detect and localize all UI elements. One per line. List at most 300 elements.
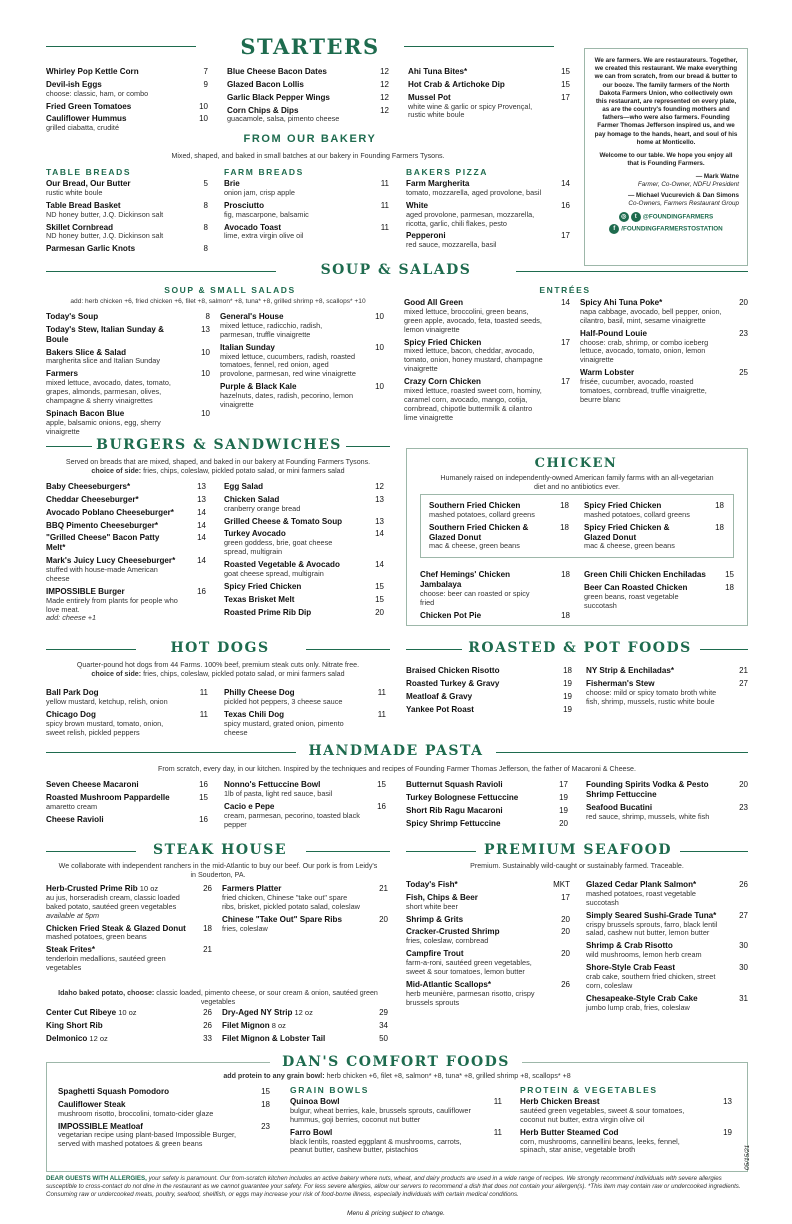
chicken-box-left <box>429 501 569 554</box>
item-name: Today's Fish* <box>406 880 458 889</box>
pasta-col3 <box>406 780 568 831</box>
comfort-col1 <box>58 1087 270 1152</box>
menu-item <box>404 298 570 335</box>
item-name: Cracker-Crusted Shrimp <box>406 927 500 937</box>
item-name: Grilled Cheese & Tomato Soup <box>224 516 343 526</box>
item-description: mashed potatoes, roast vegetable succotash <box>586 888 696 907</box>
item-price: 8 <box>203 200 208 210</box>
item-description: mixed lettuce, cucumbers, radish, roasted tomatoes, fennel, red onion, aged provolone, parmesan, red wine vinaigrette <box>220 351 356 379</box>
item-price: 12 <box>375 482 384 491</box>
seafood-col2 <box>586 880 748 1015</box>
item-price: 18 <box>203 923 212 933</box>
menu-item <box>46 884 212 921</box>
item-price: 19 <box>563 691 572 701</box>
item-description: mixed lettuce, broccolini, green beans, green apple, avocado, feta, toasted seeds, lemon vinaigrette <box>404 306 542 334</box>
item-price: 15 <box>725 570 734 579</box>
item-price: 10 <box>375 342 384 352</box>
item-name: Turkey Avocado <box>224 529 286 539</box>
item-name: Texas Chili Dog <box>224 709 285 719</box>
menu-item <box>224 482 384 492</box>
item-price: 31 <box>739 993 748 1003</box>
item-name: BBQ Pimento Cheeseburger* <box>46 520 158 530</box>
item-description: sautéed green vegetables, sweet & sour tomatoes, coconut nut butter, extra virgin olive oil <box>520 1105 685 1124</box>
item-name: Pepperoni <box>406 231 446 241</box>
menu-item <box>584 583 734 611</box>
mission-welcome: Welcome to our table. We hope you enjoy all that is Founding Farmers. <box>599 151 733 168</box>
item-price: 10 <box>201 347 210 357</box>
item-price: 11 <box>377 688 386 697</box>
item-description: onion jam, crisp apple <box>224 187 295 197</box>
item-price: 19 <box>559 792 568 802</box>
item-price: 13 <box>375 516 384 526</box>
menu-item <box>406 179 570 198</box>
item-description: wild mushrooms, lemon herb cream <box>586 950 702 960</box>
item-price: 21 <box>739 666 748 675</box>
item-name: Chicago Dog <box>46 709 96 719</box>
item-price: 16 <box>197 586 206 596</box>
item-name: Italian Sunday <box>220 342 275 352</box>
menu-item <box>220 343 384 380</box>
soup-add-note: add: herb chicken +6, fried chicken +6, filet +8, salmon* +8, tuna* +8, grilled shrimp +8, scallops* +10 <box>70 298 366 305</box>
menu-item <box>46 587 206 624</box>
pasta-col2 <box>224 780 386 832</box>
protein-veg-heading: PROTEIN & VEGETABLES <box>520 1085 658 1095</box>
item-name: Short Rib Ragu Macaroni <box>406 805 503 815</box>
item-name: Cacio e Pepe <box>224 801 275 811</box>
item-name: Today's Soup <box>46 312 99 321</box>
bakery-col2 <box>224 179 389 244</box>
item-description: mixed lettuce, avocado, dates, tomato, grapes, almonds, parmesan, olives, champagne & sherry vinaigrettes <box>46 378 171 405</box>
item-name: Hot Crab & Artichoke Dip <box>408 79 505 89</box>
item-name: Ball Park Dog <box>46 688 99 697</box>
item-name: Seafood Bucatini <box>586 802 653 812</box>
item-price: 13 <box>197 482 206 491</box>
menu-item <box>224 223 389 242</box>
menu-item <box>46 1021 212 1031</box>
menu-item <box>290 1128 502 1156</box>
item-name: Chicken Fried Steak & Glazed Donut <box>46 923 186 933</box>
menu-item <box>586 941 748 960</box>
item-description: crab cake, southern fried chicken, street corn, coleslaw <box>586 971 716 990</box>
menu-item <box>406 915 570 925</box>
menu-item <box>46 482 206 492</box>
item-extra: add: cheese +1 <box>46 613 97 623</box>
item-price: 19 <box>563 704 572 714</box>
item-name: Chicken Salad <box>224 494 280 504</box>
menu-item <box>224 179 389 198</box>
item-name: Roasted Mushroom Pappardelle <box>46 792 170 802</box>
menu-item <box>46 348 210 367</box>
item-price: 30 <box>739 963 748 973</box>
item-price: 14 <box>375 560 384 570</box>
item-name: Dry-Aged NY Strip <box>222 1008 293 1017</box>
item-price: 18 <box>561 570 570 579</box>
item-name: Brie <box>224 179 240 188</box>
item-description: frisée, cucumber, avocado, roasted tomatoes, cornbread, truffle vinaigrette, beurre blanc <box>580 377 707 404</box>
item-name: Fisherman's Stew <box>586 678 655 688</box>
pasta-col1 <box>46 780 208 827</box>
menu-item <box>227 106 389 125</box>
item-name: Cheddar Cheeseburger* <box>46 494 139 504</box>
item-price: 18 <box>725 582 734 592</box>
item-name: Chinese "Take Out" Spare Ribs <box>222 914 342 924</box>
item-name: Our Bread, Our Butter <box>46 179 131 188</box>
item-price: 18 <box>261 1099 270 1109</box>
menu-item <box>46 201 208 220</box>
item-name: Shore-Style Crab Feast <box>586 963 676 973</box>
item-price: 26 <box>203 1020 212 1030</box>
item-name: Ahi Tuna Bites* <box>408 67 468 76</box>
hotdogs-title: HOT DOGS <box>170 640 270 656</box>
steak-potato-label: Idaho baked potato, choose: <box>58 989 155 997</box>
item-description: choose: beer can roasted or spicy fried <box>420 588 530 607</box>
item-price: 50 <box>379 1033 388 1043</box>
item-price: 18 <box>561 610 570 620</box>
item-name: Philly Cheese Dog <box>224 688 295 697</box>
menu-item <box>408 80 570 90</box>
item-price: 17 <box>559 780 568 789</box>
item-description: fried chicken, Chinese "take out" spare ribs, brisket, pickled potato salad, coleslaw <box>222 892 360 911</box>
allergy-lead: DEAR GUESTS WITH ALLERGIES, <box>46 1175 147 1182</box>
menu-item <box>224 201 389 220</box>
item-price: 13 <box>723 1097 732 1106</box>
item-price: 13 <box>197 494 206 504</box>
menu-item <box>406 893 570 912</box>
item-name: Egg Salad <box>224 482 264 491</box>
menu-item <box>46 67 208 77</box>
roasted-col1 <box>406 666 572 717</box>
menu-item <box>58 1087 270 1097</box>
item-description: mixed lettuce, bacon, cheddar, avocado, tomato, onion, honey mustard, champagne vinaigrette <box>404 346 543 374</box>
comfort-add-label: add protein to any grain bowl: <box>223 1072 325 1080</box>
item-description: mac & cheese, green beans <box>429 541 520 551</box>
roasted-title: ROASTED & POT FOODS <box>468 640 692 656</box>
item-name: Texas Brisket Melt <box>224 594 295 604</box>
starters-col1 <box>46 67 208 136</box>
steak-col2 <box>222 884 388 936</box>
hotdogs-note: Quarter-pound hot dogs from 44 Farms. 100% beef, premium steak cuts only. Nitrate free. <box>76 661 360 669</box>
item-name: White <box>406 200 429 210</box>
item-weight: 12 oz <box>294 1008 313 1017</box>
item-price: 5 <box>203 179 208 188</box>
item-weight: 10 oz <box>118 1008 137 1017</box>
hotdogs-choice-text: fries, chips, coleslaw, pickled potato salad, or mini farmers salad <box>143 670 345 678</box>
item-name: Butternut Squash Ravioli <box>406 780 503 789</box>
item-description: mac & cheese, green beans <box>584 541 675 551</box>
entrees-heading: ENTRÉES <box>539 285 591 295</box>
item-name: Baby Cheeseburgers* <box>46 482 131 491</box>
item-price: 17 <box>561 892 570 902</box>
item-price: 26 <box>561 979 570 989</box>
item-price: 11 <box>380 222 389 232</box>
menu-item <box>220 312 384 340</box>
menu-item <box>227 93 389 103</box>
menu-item <box>406 666 572 676</box>
signature-1-title: Farmer, Co-Owner, NDFU President <box>637 181 739 189</box>
item-description: amaretto cream <box>46 801 98 811</box>
entrees-col1 <box>404 298 570 425</box>
item-price: 23 <box>261 1121 270 1131</box>
item-description: margherita slice and Italian Sunday <box>46 356 160 366</box>
item-name: Herb-Crusted Prime Rib <box>46 884 138 893</box>
item-price: 33 <box>203 1033 212 1043</box>
item-description: herb meunière, parmesan risotto, crispy brussels sprouts <box>406 988 535 1007</box>
instagram-icon[interactable]: ◎ <box>619 212 629 222</box>
menu-item <box>46 815 208 825</box>
item-name: King Short Rib <box>46 1020 103 1030</box>
item-name: Southern Fried Chicken <box>429 501 521 510</box>
facebook-icon[interactable]: f <box>609 224 619 234</box>
menu-item <box>227 67 389 77</box>
item-price: 12 <box>380 79 389 89</box>
menu-item <box>46 945 212 973</box>
entrees-col2 <box>580 298 748 408</box>
soup-col2 <box>220 312 384 413</box>
menu-item <box>220 382 384 410</box>
chicken-col1 <box>420 570 570 623</box>
item-name: Campfire Trout <box>406 949 464 959</box>
item-name: Prosciutto <box>224 200 265 210</box>
item-description: bulgur, wheat berries, kale, brussels sprouts, cauliflower hummus, goji berries, coconut nut butter <box>290 1105 471 1124</box>
item-name: Roasted Turkey & Gravy <box>406 678 500 688</box>
allergy-notice <box>46 1175 746 1199</box>
change-note: Menu & pricing subject to change. <box>347 1210 445 1217</box>
steak-title: STEAK HOUSE <box>152 842 288 858</box>
menu-item <box>586 880 748 908</box>
item-name: Turkey Bolognese Fettuccine <box>406 792 519 802</box>
item-price: 23 <box>739 328 748 338</box>
burgers-col2 <box>224 482 384 620</box>
item-price: 10 <box>201 369 210 379</box>
item-price: 20 <box>739 780 748 789</box>
item-description: yellow mustard, ketchup, relish, onion <box>46 696 168 706</box>
item-name: Beer Can Roasted Chicken <box>584 582 688 592</box>
menu-item <box>404 377 570 422</box>
menu-item <box>222 915 388 934</box>
item-name: IMPOSSIBLE Meatloaf <box>58 1121 143 1131</box>
item-name: Chicken Pot Pie <box>420 610 482 620</box>
item-price: 21 <box>203 945 212 955</box>
hotdogs-col2 <box>224 688 386 740</box>
menu-item <box>224 495 384 514</box>
item-name: Warm Lobster <box>580 368 635 378</box>
item-name: Meatloaf & Gravy <box>406 691 473 701</box>
menu-item <box>46 409 210 437</box>
item-description: grilled ciabatta, crudité <box>46 123 120 133</box>
item-description: cranberry orange bread <box>224 503 301 513</box>
item-price: 18 <box>563 666 572 675</box>
menu-item <box>46 924 212 943</box>
soup-col1 <box>46 312 210 440</box>
social-handle[interactable]: @FOUNDINGFARMERS <box>642 213 714 221</box>
item-name: IMPOSSIBLE Burger <box>46 586 125 596</box>
twitter-icon[interactable]: t <box>631 212 641 222</box>
burgers-col1 <box>46 482 206 626</box>
menu-item <box>586 911 748 939</box>
menu-item <box>406 692 572 702</box>
item-description: mushroom risotto, broccolini, tomato-cider glaze <box>58 1108 214 1118</box>
bakery-title: FROM OUR BAKERY <box>243 133 377 145</box>
item-name: Chef Hemings' Chicken Jambalaya <box>420 570 511 589</box>
menu-item <box>46 688 208 707</box>
social-facebook[interactable]: /FOUNDINGFARMERSTOSTATION <box>621 225 723 233</box>
menu-item <box>290 1097 502 1125</box>
soup-small-salads-heading: SOUP & SMALL SALADS <box>164 285 296 295</box>
item-price: 17 <box>561 92 570 102</box>
chicken-col2 <box>584 570 734 614</box>
menu-item <box>46 114 208 133</box>
item-price: 9 <box>203 79 208 89</box>
item-description: vegetarian recipe using plant-based Impossible Burger, served with mashed potatoes & green beans <box>58 1130 237 1149</box>
item-description: pickled hot peppers, 3 cheese sauce <box>224 696 343 706</box>
steak-note: We collaborate with independent ranchers in the mid-Atlantic to buy our beef. Our pork is from Leidy's in Souderton, PA. <box>58 862 378 879</box>
item-price: 11 <box>377 709 386 719</box>
item-description: 1lb of pasta, light red sauce, basil <box>224 788 333 798</box>
item-name: Mark's Juicy Lucy Cheeseburger* <box>46 556 176 566</box>
item-price: 26 <box>203 1008 212 1017</box>
signature-1: — Mark Watne <box>695 173 739 181</box>
menu-item <box>586 963 748 991</box>
menu-item <box>46 325 210 345</box>
item-price: 20 <box>561 927 570 937</box>
item-name: Mussel Pot <box>408 92 451 102</box>
item-extra: available at 5pm <box>46 910 100 920</box>
item-description: Made entirely from plants for people who love meat. <box>46 595 178 614</box>
item-name: Green Chili Chicken Enchiladas <box>584 570 706 579</box>
item-price: 10 <box>199 114 208 124</box>
item-price: 7 <box>203 67 208 76</box>
item-name: Simply Seared Sushi-Grade Tuna* <box>586 910 717 920</box>
soup-salads-title: SOUP & SALADS <box>320 262 472 278</box>
item-price: 18 <box>715 501 724 510</box>
menu-item <box>46 495 206 505</box>
item-name: Farro Bowl <box>290 1127 333 1137</box>
chicken-note: Humanely raised on independently-owned American family farms with an all-vegetarian diet and no antibiotics ever. <box>440 474 714 491</box>
item-price: 14 <box>197 520 206 530</box>
bakery-col3 <box>406 179 570 253</box>
item-price: 20 <box>739 298 748 307</box>
bakers-pizza-heading: BAKERS PIZZA <box>406 167 489 177</box>
item-description: choose: classic, ham, or combo <box>46 88 149 98</box>
burgers-title: BURGERS & SANDWICHES <box>96 437 342 453</box>
item-name: Glazed Bacon Lollis <box>227 79 304 89</box>
item-name: Spicy Fried Chicken & Glazed Donut <box>584 522 670 542</box>
menu-item <box>46 312 210 322</box>
item-name: Spicy Shrimp Fettuccine <box>406 818 501 828</box>
menu-item <box>406 679 572 689</box>
item-name: Cauliflower Steak <box>58 1099 126 1109</box>
pasta-title: HANDMADE PASTA <box>308 743 484 759</box>
menu-item <box>586 679 748 707</box>
mission-text: We are farmers. We are restaurateurs. Together, we created this restaurant. We make everything we can from scratch, from our bread & butter to our booze. The family farmers of the North Dakota Farmers Union, who collectively own this restaurant, are represented on every plate, as are the country's founding mothers and fathers—who were also farmers. Founding Farmer Thomas Jefferson inspired us, and we pay homage to the hands, heart, and soul of his home at Monticello. <box>594 57 738 146</box>
menu-item <box>584 501 724 520</box>
menu-item <box>224 710 386 738</box>
item-price: 17 <box>561 337 570 347</box>
burgers-choice-text: fries, chips, coleslaw, pickled potato salad, or mini farmers salad <box>143 467 345 475</box>
item-description: stuffed with house-made American cheese <box>46 565 158 583</box>
item-name: Spicy Fried Chicken <box>584 501 662 510</box>
item-name: Roasted Prime Rib Dip <box>224 607 312 617</box>
grain-bowls-heading: GRAIN BOWLS <box>290 1085 369 1095</box>
item-weight: 8 oz <box>271 1020 286 1030</box>
chicken-box-right <box>584 501 724 554</box>
menu-item <box>224 560 384 579</box>
item-price: 17 <box>561 231 570 241</box>
item-description: red sauce, mozzarella, basil <box>406 240 497 250</box>
farm-breads-heading: FARM BREADS <box>224 167 304 177</box>
item-price: 8 <box>205 312 210 321</box>
menu-item <box>46 793 208 812</box>
mission-box <box>584 48 748 266</box>
menu-item <box>46 508 206 518</box>
item-description: ND honey butter, J.Q. Dickinson salt <box>46 231 164 241</box>
item-name: Spinach Bacon Blue <box>46 408 125 418</box>
menu-item <box>46 80 208 99</box>
item-name: Spicy Ahi Tuna Poke* <box>580 298 663 307</box>
item-price: 20 <box>559 818 568 828</box>
item-weight: 12 oz <box>89 1033 108 1043</box>
item-name: NY Strip & Enchiladas* <box>586 666 675 675</box>
item-price: 10 <box>201 408 210 418</box>
item-description: goat cheese spread, multigrain <box>224 568 324 578</box>
menu-item <box>406 231 570 250</box>
item-price: 14 <box>375 529 384 539</box>
item-description: mashed potatoes, green beans <box>46 932 147 942</box>
item-description: tomato, mozzarella, aged provolone, basil <box>406 187 542 197</box>
item-description: au jus, horseradish cream, classic loaded baked potato, sautéed green vegetables <box>46 892 180 911</box>
item-name: Spaghetti Squash Pomodoro <box>58 1087 170 1096</box>
menu-item <box>586 994 748 1013</box>
allergy-text: your safety is paramount. Our from-scratch kitchen includes an active bakery where nuts, wheat, and dairy products are used in a wide range of recipes. We strongly recommend individuals with severe allergies susceptible to cross-contact do not dine in the restaurant as we cannot guarantee your safety. For less severe allergies, allow our servers to recommend a dish that does not contain your allergen(s). *This item may contain raw or undercooked ingredients. Consuming raw or undercooked meats, poultry, seafood, shellfish, or eggs may increase your risk of food-borne illness, especially individuals with certain medical conditions. <box>46 1175 741 1199</box>
item-name: Bakers Slice & Salad <box>46 347 127 357</box>
comfort-col3 <box>520 1097 732 1158</box>
item-price: 15 <box>199 792 208 802</box>
item-price: 13 <box>375 494 384 504</box>
item-price: 18 <box>715 522 724 532</box>
item-price: 11 <box>199 709 208 719</box>
menu-item <box>46 369 210 406</box>
item-price: 14 <box>197 507 206 517</box>
item-description: short white beer <box>406 901 458 911</box>
item-price: 16 <box>561 200 570 210</box>
bakery-note: Mixed, shaped, and baked in small batches at our bakery in Founding Farmers Tysons. <box>171 152 445 160</box>
signature-2: — Michael Vucurevich & Dan Simons <box>627 191 739 199</box>
menu-item <box>58 1122 270 1150</box>
item-name: Avocado Poblano Cheeseburger* <box>46 507 174 517</box>
item-description: choose: mild or spicy tomato broth white fish, shrimp, mussels, rustic white boule <box>586 687 717 706</box>
bakery-col1 <box>46 179 208 257</box>
menu-item <box>520 1097 732 1125</box>
menu-item <box>46 521 206 531</box>
item-name: General's House <box>220 312 284 321</box>
item-description: green beans, roast vegetable succotash <box>584 591 679 610</box>
menu-item <box>46 710 208 738</box>
item-name: Herb Butter Steamed Cod <box>520 1127 619 1137</box>
item-name: Table Bread Basket <box>46 200 121 210</box>
menu-item <box>224 688 386 707</box>
menu-item <box>224 595 384 605</box>
starters-col3 <box>408 67 570 123</box>
starters-title: STARTERS <box>240 34 380 59</box>
item-name: Whirley Pop Kettle Corn <box>46 67 139 76</box>
roasted-col2 <box>586 666 748 710</box>
item-price: 14 <box>561 298 570 307</box>
burgers-choice-label: choice of side: <box>91 467 142 475</box>
item-price: 14 <box>561 179 570 188</box>
item-price: 20 <box>375 607 384 617</box>
item-name: Braised Chicken Risotto <box>406 666 500 675</box>
item-description: napa cabbage, avocado, bell pepper, onion, cilantro, basil, mint, sesame vinaigrette <box>580 306 722 325</box>
